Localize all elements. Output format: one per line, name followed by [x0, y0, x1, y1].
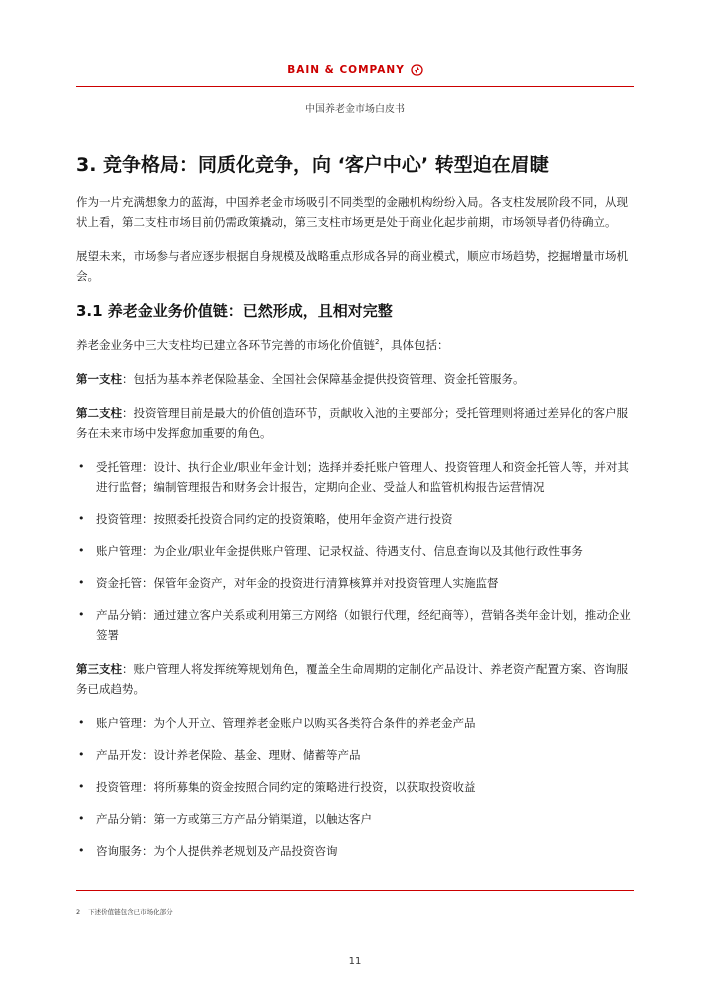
header-divider: [76, 86, 634, 87]
pillar-2-label: 第二支柱: [76, 405, 122, 420]
main-content: [76, 152, 636, 875]
list-item: • 受托管理：设计、执行企业/职业年金计划；选择并委托账户管理人、投资管理人和资金托管人等，并对其进行监督；编制管理报告和财务会计报告，定期向企业、受益人和监管机构报告运营情况: [76, 457, 636, 497]
list-item: • 产品分销：第一方或第三方产品分销渠道，以触达客户: [76, 809, 636, 829]
brand-name: BAIN & COMPANY: [287, 64, 405, 76]
pillar-2-paragraph: 第二支柱：投资管理目前是最大的价值创造环节，贡献收入池的主要部分；受托管理则将通过差异化的客户服务在未来市场中发挥愈加重要的角色。: [76, 405, 628, 440]
pillar-1-paragraph: 第一支柱：包括为基本养老保险基金、全国社会保障基金提供投资管理、资金托管服务。: [76, 371, 525, 386]
brand-logo-text: [0, 64, 710, 76]
bullet-icon: •: [78, 779, 85, 793]
footnote-text: 下述价值链包含已市场化部分: [88, 908, 173, 916]
bullet-icon: •: [78, 511, 85, 525]
pillar-3-paragraph: 第三支柱：账户管理人将发挥统筹规划角色，覆盖全生命周期的定制化产品设计、养老资产配置方案、咨询服务已成趋势。: [76, 661, 628, 696]
bullet-icon: •: [78, 715, 85, 729]
chapter-title: 3. 竞争格局：同质化竞争，向 ‘客户中心’ 转型迫在眉睫: [76, 154, 549, 176]
list-item: • 咨询服务：为个人提供养老规划及产品投资咨询: [76, 841, 636, 861]
list-item: • 投资管理：将所募集的资金按照合同约定的策略进行投资，以获取投资收益: [76, 777, 636, 797]
list-item: • 资金托管：保管年金资产，对年金的投资进行清算核算并对投资管理人实施监督: [76, 573, 636, 593]
footnote-divider: [76, 890, 634, 891]
intro-paragraph-1: 作为一片充满想象力的蓝海，中国养老金市场吸引不同类型的金融机构纷纷入局。各支柱发展阶段不同，从现状上看，第二支柱市场目前仍需政策撬动，第三支柱市场更是处于商业化起步前期，市场领导者仍待确立。: [76, 195, 628, 229]
bullet-icon: •: [78, 811, 85, 825]
bullet-icon: •: [78, 607, 85, 621]
document-title: 中国养老金市场白皮书: [305, 104, 405, 115]
pillar-3-list: [76, 713, 636, 861]
pillar-3-label: 第三支柱: [76, 661, 122, 676]
bullet-icon: •: [78, 843, 85, 857]
intro-paragraph-2: 展望未来，市场参与者应逐步根据自身规模及战略重点形成各异的商业模式，顺应市场趋势，挖掘增量市场机会。: [76, 249, 628, 283]
footnote-number: 2: [76, 908, 81, 916]
footnote: [76, 907, 173, 916]
list-item: • 账户管理：为企业/职业年金提供账户管理、记录权益、待遇支付、信息查询以及其他行政性事务: [76, 541, 636, 561]
pillar-1-label: 第一支柱: [76, 371, 122, 386]
list-item: • 账户管理：为个人开立、管理养老金账户以购买各类符合条件的养老金产品: [76, 713, 636, 733]
bullet-icon: •: [78, 747, 85, 761]
bain-logo-icon: [411, 64, 423, 76]
bullet-icon: •: [78, 543, 85, 557]
page-number: 11: [348, 956, 362, 967]
footnote-ref[interactable]: 2: [375, 338, 380, 346]
section-title: 3.1 养老金业务价值链：已然形成，且相对完整: [76, 302, 393, 320]
list-item: • 产品分销：通过建立客户关系或利用第三方网络（如银行代理，经纪商等），营销各类年金计划，推动企业签署: [76, 605, 636, 645]
list-item: • 投资管理：按照委托投资合同约定的投资策略，使用年金资产进行投资: [76, 509, 636, 529]
pillar-2-list: [76, 457, 636, 645]
list-item: • 产品开发：设计养老保险、基金、理财、储蓄等产品: [76, 745, 636, 765]
bullet-icon: •: [78, 575, 85, 589]
section-intro: 养老金业务中三大支柱均已建立各环节完善的市场化价值链$^2$，具体包括：: [76, 337, 449, 352]
bullet-icon: •: [78, 459, 85, 473]
